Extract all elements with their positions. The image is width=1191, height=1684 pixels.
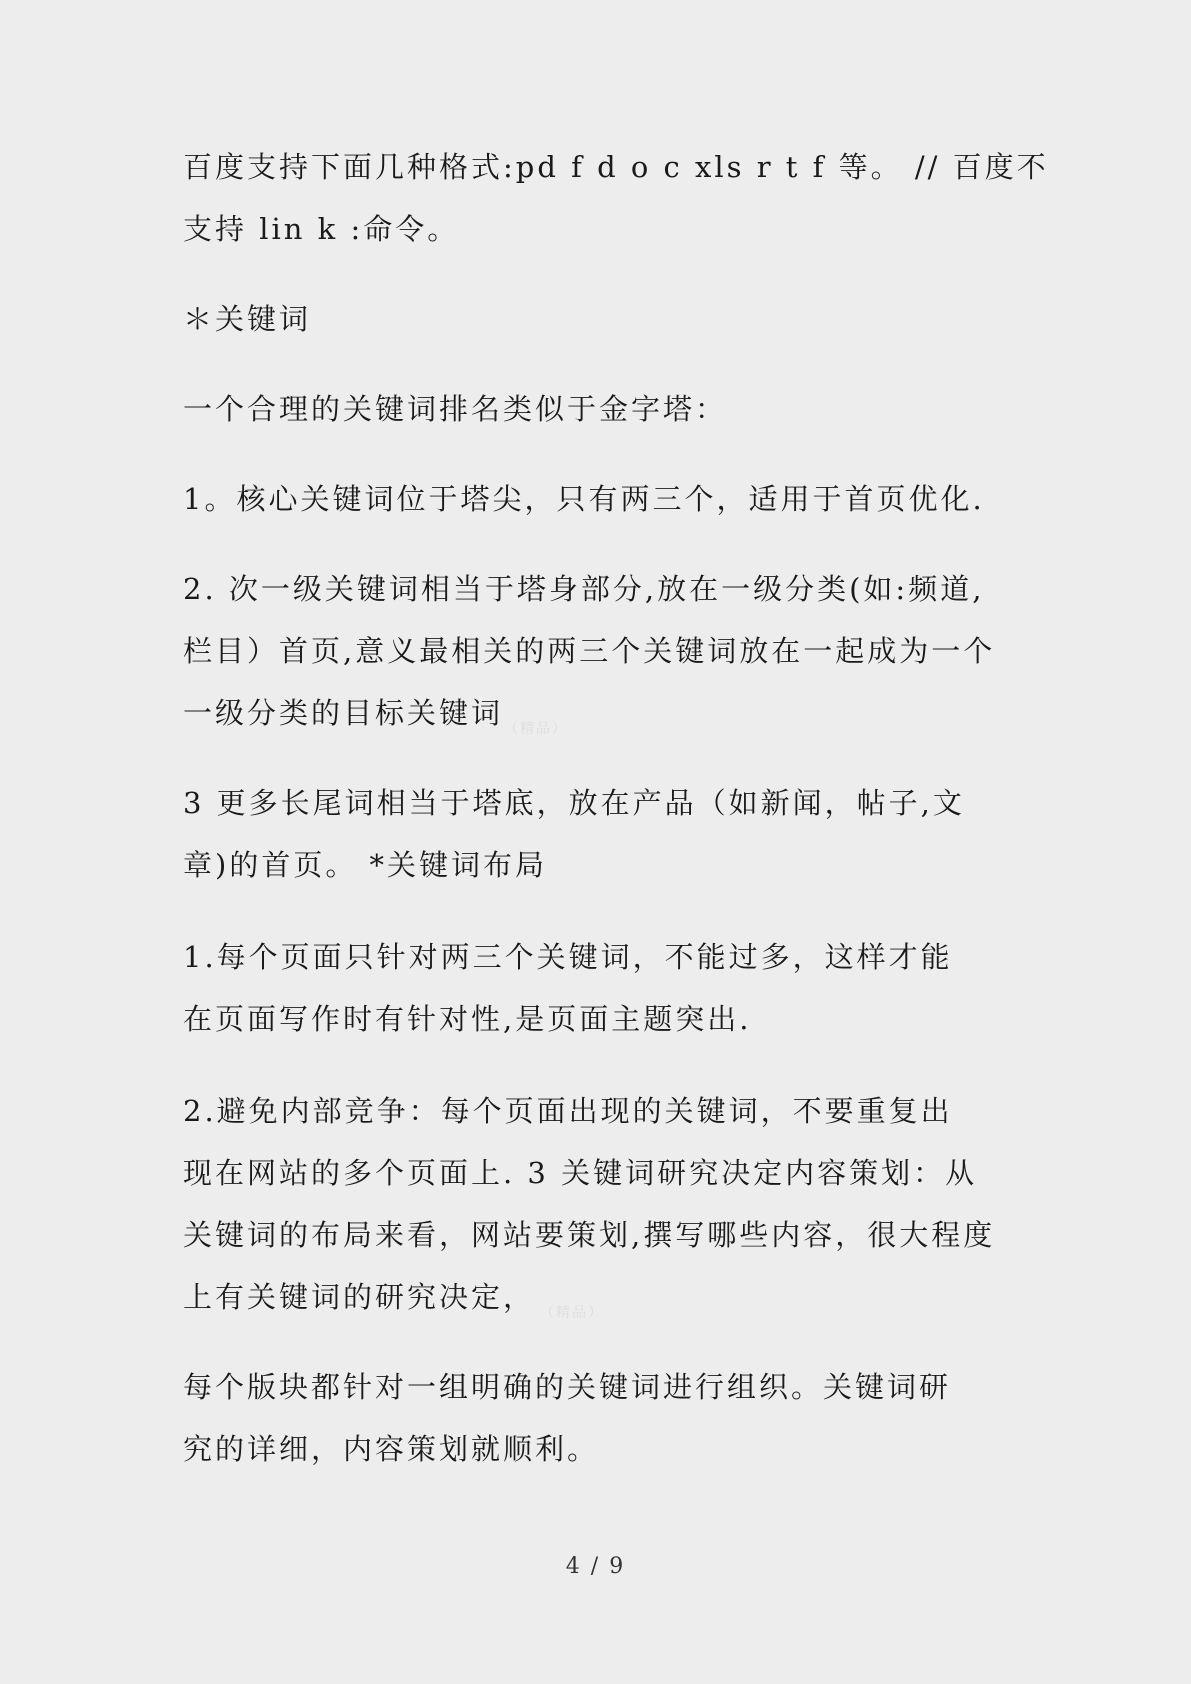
text-line: 关键词的布局来看，网站要策划,撰写哪些内容，很大程度 <box>183 1218 996 1252</box>
section-heading: ＊关键词 <box>183 302 312 336</box>
text-line: 现在网站的多个页面上. 3 关键词研究决定内容策划：从 <box>183 1156 978 1190</box>
text-line: 支持 lin k :命令。 <box>183 212 460 246</box>
text-line: 2.避免内部竞争：每个页面出现的关键词，不要重复出 <box>183 1094 953 1128</box>
text-line: 一个合理的关键词排名类似于金字塔： <box>183 392 728 426</box>
text-line: 一级分类的目标关键词 <box>183 696 504 730</box>
text-line: 章)的首页。 *关键词布局 <box>183 848 548 882</box>
watermark: （精品） <box>504 721 568 737</box>
text-line: 上有关键词的研究决定， <box>183 1280 536 1314</box>
text-line: 2. 次一级关键词相当于塔身部分,放在一级分类(如:频道, <box>183 572 985 606</box>
text-line: 1.每个页面只针对两三个关键词，不能过多，这样才能 <box>183 940 953 974</box>
text-line: 1。核心关键词位于塔尖，只有两三个，适用于首页优化. <box>183 482 985 516</box>
page-indicator: 4 / 9 <box>565 1554 626 1579</box>
text-line: 究的详细，内容策划就顺利。 <box>183 1432 600 1466</box>
text-line: 在页面写作时有针对性,是页面主题突出. <box>183 1002 752 1036</box>
text-line: 每个版块都针对一组明确的关键词进行组织。关键词研 <box>183 1370 952 1404</box>
text-line: 栏目）首页,意义最相关的两三个关键词放在一起成为一个 <box>183 634 996 668</box>
text-line: 百度支持下面几种格式:pd f d o c xls r t f 等。 // 百度不 <box>183 150 1049 184</box>
watermark: （精品） <box>540 1305 604 1321</box>
text-line: 3 更多长尾词相当于塔底，放在产品（如新闻，帖子,文 <box>183 786 965 820</box>
